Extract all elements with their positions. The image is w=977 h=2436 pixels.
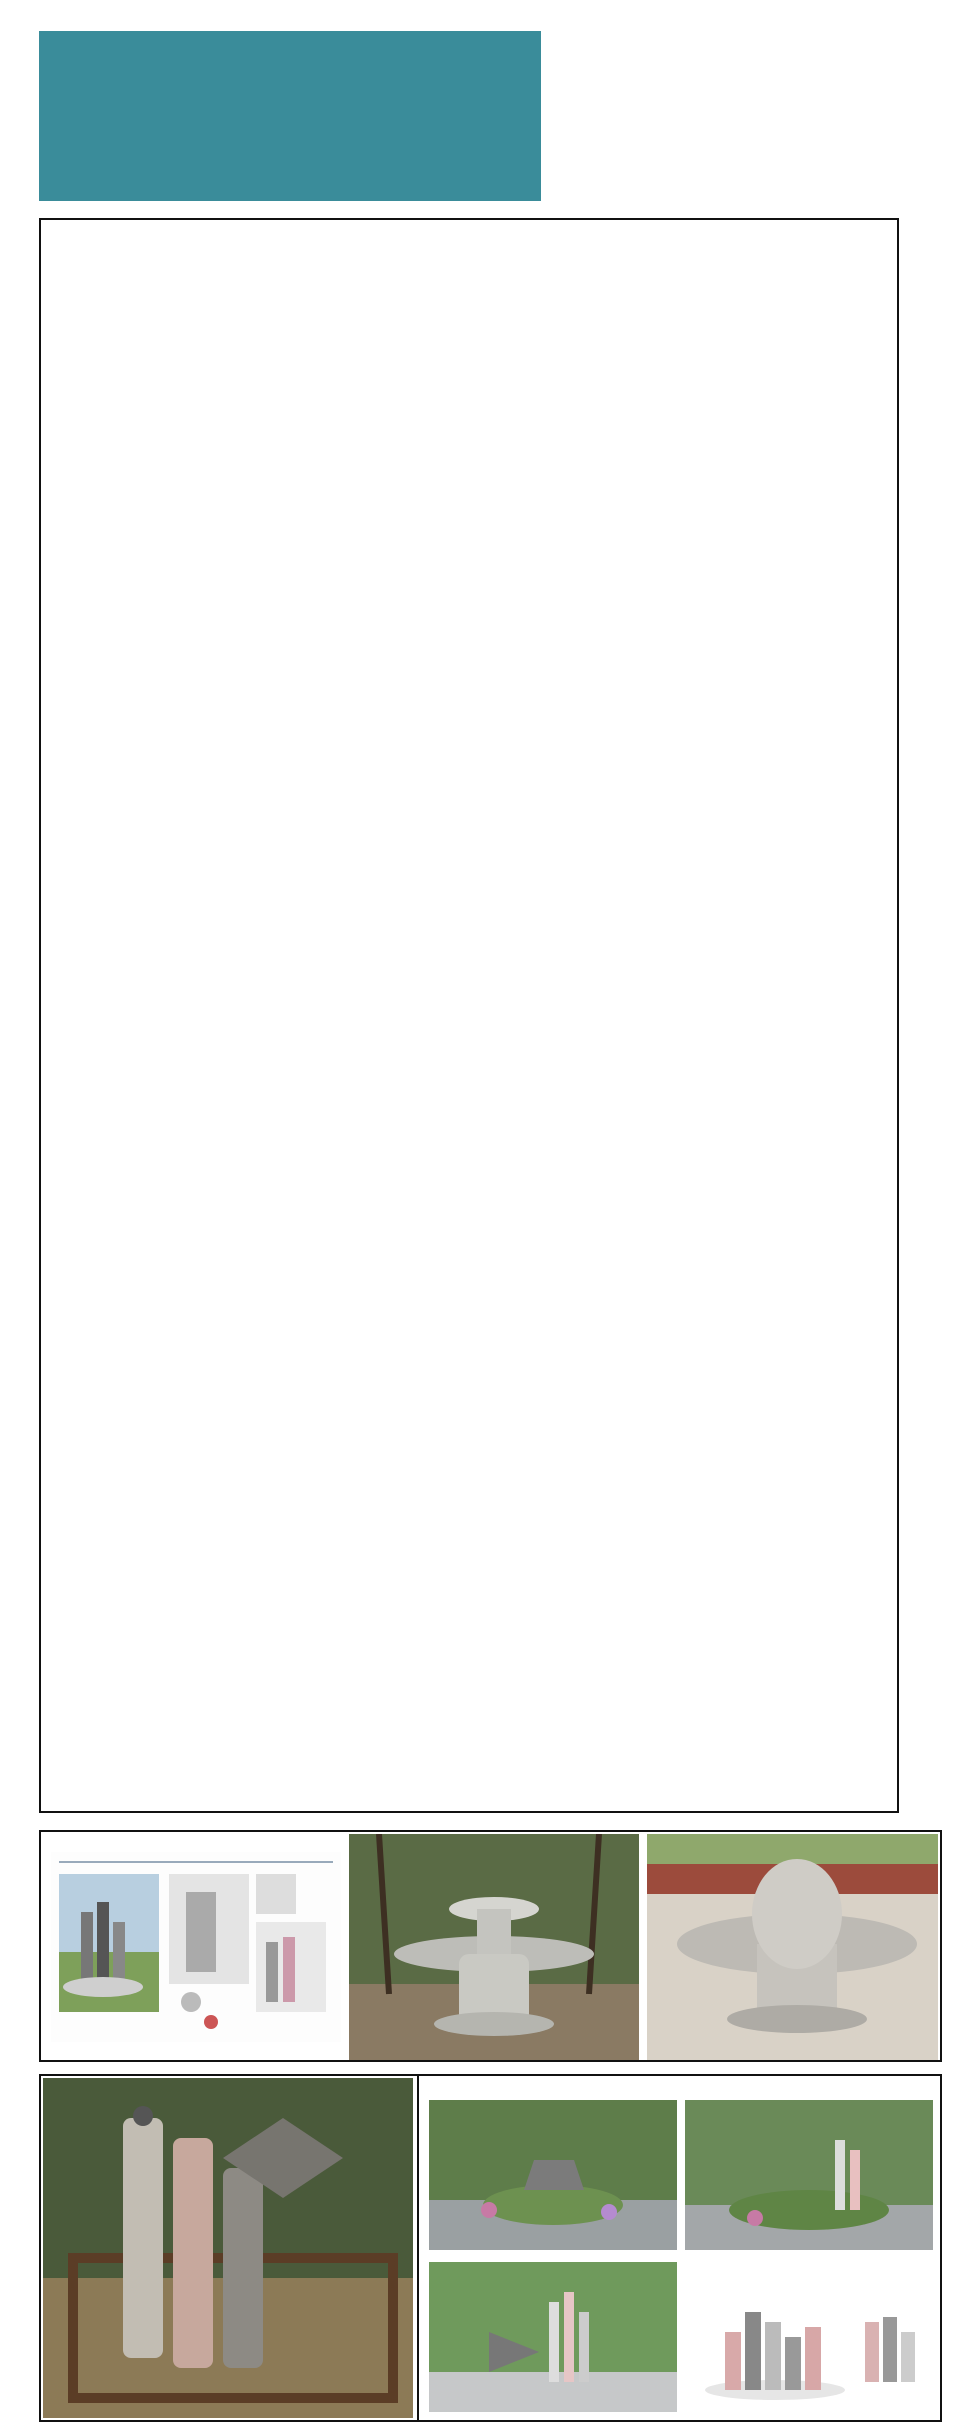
product-catalog-table	[39, 218, 899, 1813]
egg-fountain-plaza-photo	[647, 1834, 938, 2060]
render-park-photo-3	[429, 2262, 677, 2412]
side-label-left	[6, 1640, 36, 1818]
catalog-sheet-photo	[51, 1852, 341, 2042]
stone-fountain-park-photo	[349, 1834, 639, 2060]
render-park-photo-2	[685, 2100, 933, 2250]
render-park-photo-1	[429, 2100, 677, 2250]
side-label-right	[934, 218, 964, 386]
gallery-divider	[417, 2076, 419, 2420]
title-banner	[39, 31, 541, 201]
installed-sculpture-photo	[43, 2078, 413, 2418]
installation-gallery-top	[39, 1830, 942, 2062]
installation-gallery-bottom	[39, 2074, 942, 2422]
sculpture-render-photo	[685, 2262, 933, 2412]
